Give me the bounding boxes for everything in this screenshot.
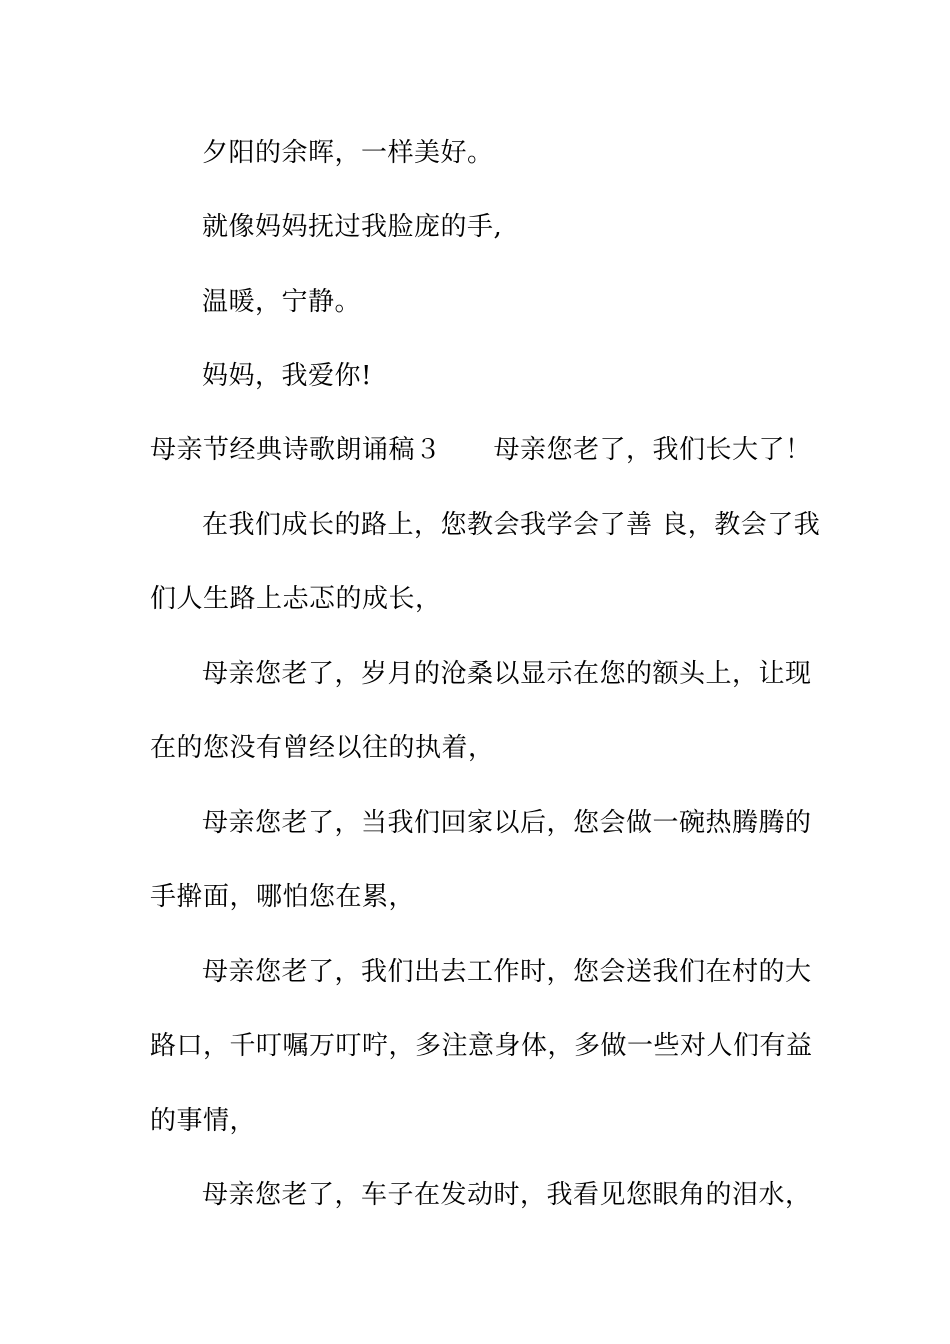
poem-line: 母亲您老了，岁月的沧桑以显示在您的额头上，让现 (202, 659, 812, 689)
poem-line: 母亲您老了，当我们回家以后，您会做一碗热腾腾的 (202, 808, 812, 838)
poem-line: 温暖，宁静。 (202, 287, 362, 317)
poem-line: 夕阳的余晖，一样美好。 (202, 138, 494, 168)
poem-line: 妈妈，我爱你! (202, 361, 372, 391)
poem-line: 手擀面，哪怕您在累， (150, 882, 416, 912)
poem-line: 的事情， (150, 1106, 257, 1136)
poem-line: 路口，千叮嘱万叮咛，多注意身体，多做一些对人们有益 (150, 1031, 813, 1061)
section-heading: 母亲节经典诗歌朗诵稿３ (150, 435, 442, 465)
poem-line: 们人生路上忐忑的成长， (150, 584, 442, 614)
poem-line: 在的您没有曾经以往的执着， (150, 733, 495, 763)
poem-line: 就像妈妈抚过我脸庞的手, (202, 212, 503, 242)
poem-line: 母亲您老了，我们出去工作时，您会送我们在村的大 (202, 957, 812, 987)
poem-title: 母亲您老了，我们长大了！ (493, 435, 812, 465)
section-heading-line (150, 433, 812, 467)
poem-line: 母亲您老了，车子在发动时，我看见您眼角的泪水， (202, 1180, 812, 1210)
poem-line: 在我们成长的路上，您教会我学会了善 良，教会了我 (202, 510, 821, 540)
